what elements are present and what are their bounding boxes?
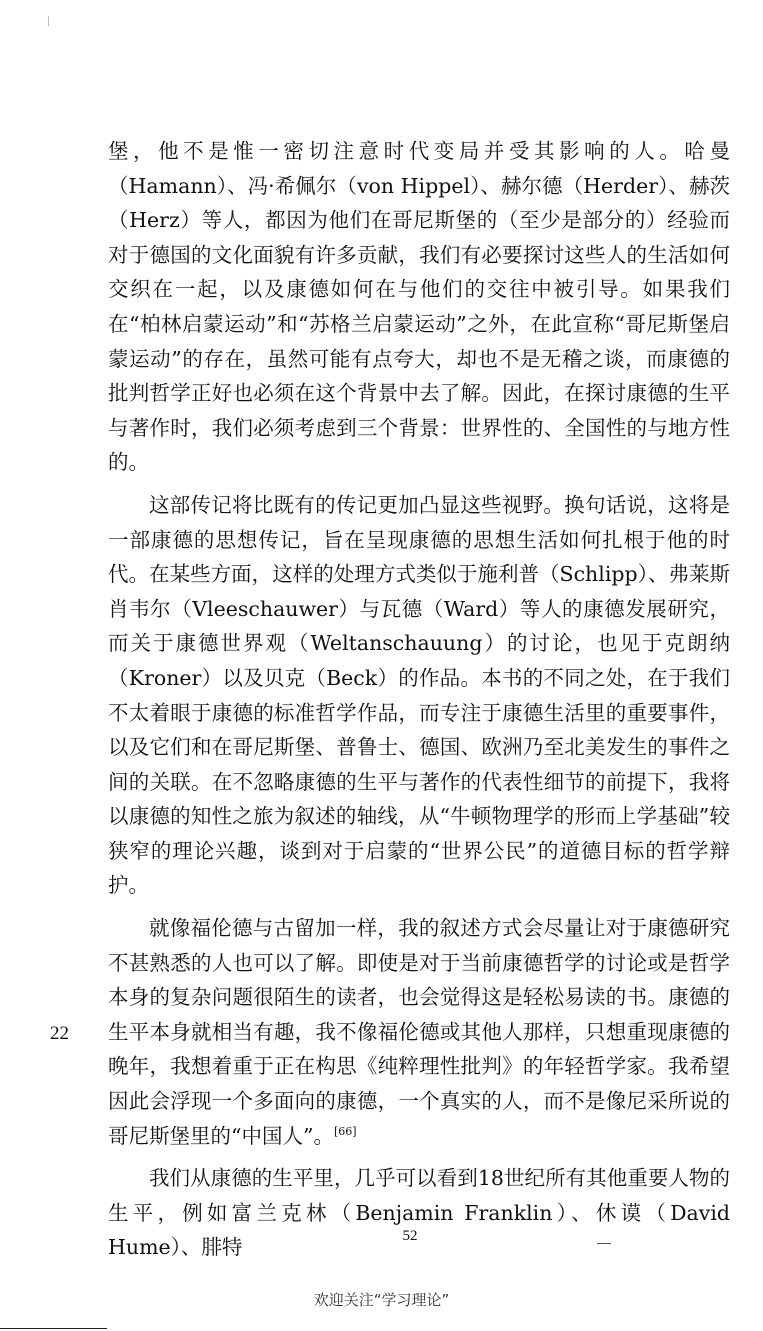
scan-mark <box>48 16 49 26</box>
paragraph-4: 我们从康德的生平里，几乎可以看到18世纪所有其他重要人物的生平，例如富兰克林（Benjamin Franklin）、休谟（David Hume）、腓特 <box>108 1166 730 1260</box>
paragraph-2: 这部传记将比既有的传记更加凸显这些视野。换句话说，这将是一部康德的思想传记，旨在呈现康德的思想生活如何扎根于他的时代。在某些方面，这样的处理方式类似于施利普（Schlipp）、弗莱斯肖韦尔（Vleeschauwer）与瓦德（Ward）等人的康德发展研究，而关于康德世界观（Weltanschauung）的讨论，也见于克朗纳（Kroner）以及贝克（Beck）的作品。本书的不同之处，在于我们不太着眼于康德的标准哲学作品，而专注于康德生活里的重要事件，以及它们和在哥尼斯堡、普鲁士、德国、欧洲乃至北美发生的事件之间的关联。在不忽略康德的生平与著作的代表性细节的前提下，我将以康德的知性之旅为叙述的轴线，从“牛顿物理学的形而上学基础”较狭窄的理论兴趣，谈到对于启蒙的“世界公民”的道德目标的哲学辩护。 <box>108 492 730 898</box>
body-text <box>108 134 730 1265</box>
margin-page-number: 22 <box>50 1023 69 1044</box>
paragraph-1: 堡，他不是惟一密切注意时代变局并受其影响的人。哈曼（Hamann）、冯·希佩尔（von Hippel）、赫尔德（Herder）、赫茨（Herz）等人，都因为他们在哥尼斯堡的（至少是部分的）经验而对于德国的文化面貌有许多贡献，我们有必要探讨这些人的生活如何交织在一起，以及康德如何在与他们的交往中被引导。如果我们在“柏林启蒙运动”和“苏格兰启蒙运动”之外，在此宣称“哥尼斯堡启蒙运动”的存在，虽然可能有点夸大，却也不是无稽之谈，而康德的批判哲学正好也必须在这个背景中去了解。因此，在探讨康德的生平与著作时，我们必须考虑到三个背景：世界性的、全国性的与地方性的。 <box>108 139 730 475</box>
footer-text: 欢迎关注“学习理论” <box>313 1291 450 1309</box>
dash-mark <box>597 1243 611 1244</box>
paragraph-3-text: 就像福伦德与古留加一样，我的叙述方式会尽量让对于康德研究不甚熟悉的人也可以了解。即使是对于当前康德哲学的讨论或是哲学本身的复杂问题很陌生的读者，也会觉得这是轻松易读的书。康德的生平本身就相当有趣，我不像福伦德或其他人那样，只想重现康德的晚年，我想着重于正在构思《纯粹理性批判》的年轻哲学家。我希望因此会浮现一个多面向的康德，一个真实的人，而不是像尼采所说的哥尼斯堡里的“中国人”。 <box>108 916 730 1148</box>
paragraph-3 <box>108 911 730 1153</box>
footnote-ref[interactable]: [66] <box>333 1124 357 1138</box>
page-number: 52 <box>402 1228 418 1244</box>
bottom-rule <box>0 1328 107 1329</box>
